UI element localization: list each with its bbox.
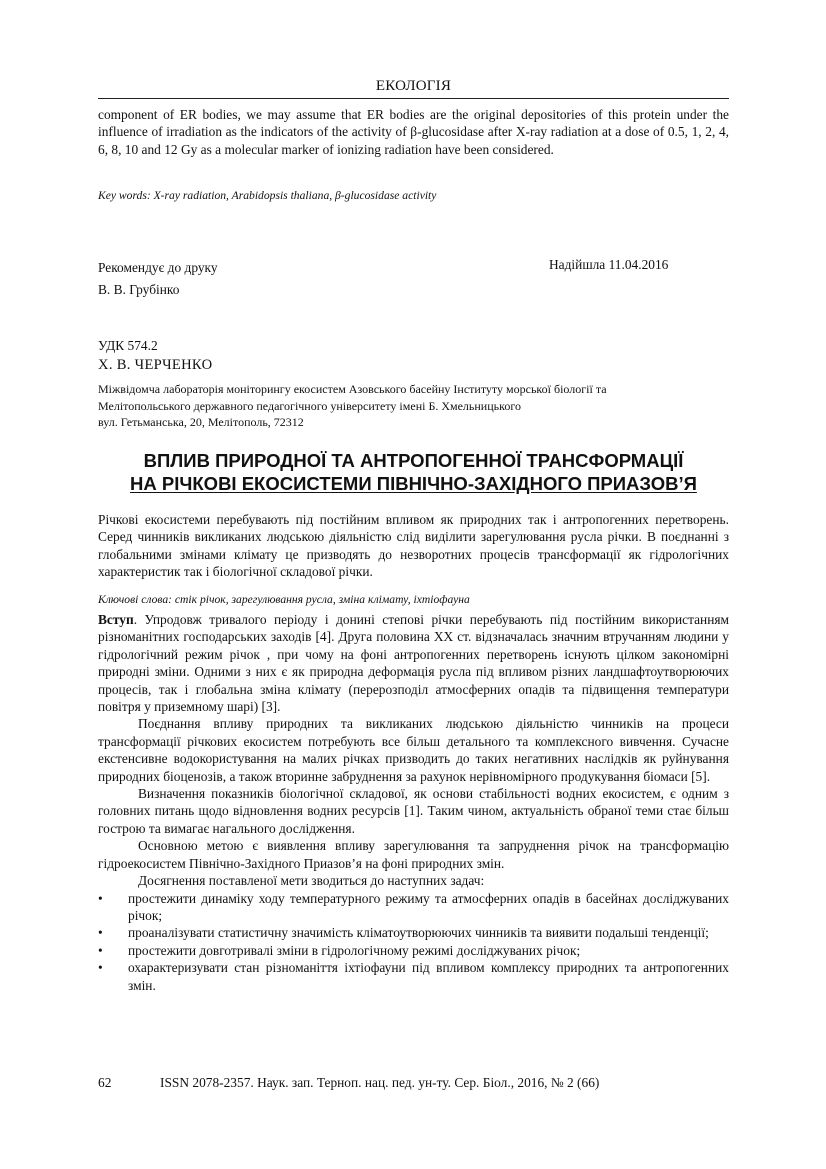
running-head: ЕКОЛОГІЯ [375,78,452,94]
author-affiliation [98,381,729,431]
affiliation-line: вул. Гетьманська, 20, Мелітополь, 72312 [98,415,304,429]
previous-abstract-tail: component of ER bodies, we may assume that ER bodies are the original depositories of this protein under the influence of irradiation as the indicators of the activity of β-glucosidase after X-ray radiation at a dose of 0.5, 1, 2, 4, 6, 8, 10 and 12 Gy as a molecular marker of ionizing radiation have been considered. [98,107,729,157]
intro-paragraph [98,611,729,715]
intro-label: Вступ [98,612,134,627]
bullet-icon: • [98,925,103,941]
recommendation-block [98,257,218,301]
recommended-by: В. В. Грубінко [98,282,180,297]
task-item: • простежити довготривалі зміни в гідрологічному режимі досліджуваних річок; [98,942,581,958]
bullet-icon: • [98,890,103,906]
article-keywords: Ключові слова: стік річок, зарегулювання русла, зміна клімату, іхтіофауна [98,593,470,606]
task-item: • проаналізувати статистичну значимість кліматоутворюючих чинників та виявити подальші тенденції; [98,925,709,941]
task-item: • охарактеризувати стан різноманіття іхтіофауни під впливом комплексу природних та антропогенних змін. [98,960,729,993]
title-line-1: ВПЛИВ ПРИРОДНОЇ ТА АНТРОПОГЕННОЇ ТРАНСФОРМАЦІЇ [143,450,684,471]
journal-citation: ISSN 2078-2357. Наук. зап. Терноп. нац. пед. ун-ту. Сер. Біол., 2016, № 2 (66) [160,1075,600,1090]
task-item: • простежити динаміку ходу температурного режиму та атмосферних опадів в басейнах досліджуваних річок; [98,890,729,923]
page-number: 62 [98,1075,112,1090]
title-line-2: НА РІЧКОВІ ЕКОСИСТЕМИ ПІВНІЧНО-ЗАХІДНОГО ПРИАЗОВ’Я [130,473,697,494]
body-paragraph-2: Поєднання впливу природних та викликаних людською діяльністю чинників на процеси трансформації річкових екосистем потребують все більш детального та комплексного вивчення. Сучасне екстенсивне водокористування на малих річках призводить до таких негативних наслідків як руйнування природних біоценозів, а також вторинне забруднення за рахунок нерівномірного продукування біомаси [5]. [98,716,729,784]
author-name: Х. В. ЧЕРЧЕНКО [98,357,213,373]
intro-text: . Упродовж тривалого періоду і донині степові річки перебувають під постійним використанням різноманітних господарських заходів [4]. Друга половина ХХ ст. відзначалась значним втручанням людини у гідрологічний режим річок , при чому на фоні антропогенних перетворень існують цілком закономірні природні зміни. Одними з них є як природна деформація русла під впливом різних ландшафтоутворюючих процесів, так і глобальна зміна клімату (перерозподіл атмосферних опадів та підвищення температури повітря у приземному шарі) [3]. [98,612,729,715]
article-body [98,611,729,994]
affiliation-line: Мелітопольського державного педагогічного університету імені Б. Хмельницького [98,398,521,413]
affiliation-line: Міжвідомча лабораторія моніторингу екосистем Азовського басейну Інституту морської біології та [98,382,607,396]
article-abstract: Річкові екосистеми перебувають під постійним впливом як природних так і антропогенних перетворень. Серед чинників викликаних людською діяльністю слід виділити зарегулювання русла річки. В поєднанні з глобальними змінами клімату це призводять до незворотних процесів трансформації як гідрологічних характеристик так і біологічної складової річки. [98,512,729,580]
received-date: Надійшла 11.04.2016 [549,257,669,272]
article-title [98,449,729,495]
recommended-label: Рекомендує до друку [98,260,218,275]
bullet-icon: • [98,960,103,976]
body-paragraph-4: Основною метою є виявлення впливу зарегулювання та запруднення річок на трансформацію гідроекосистем Північно-Західного Приазов’я на фоні природних змін. [98,838,729,871]
bullet-icon: • [98,942,103,958]
task-list [98,890,729,994]
header-rule [98,98,729,99]
udc-code: УДК 574.2 [98,338,158,353]
body-paragraph-5: Досягнення поставленої мети зводиться до наступних задач: [138,873,485,889]
body-paragraph-3: Визначення показників біологічної складової, як основи стабільності водних екосистем, є одним з головних питань щодо відновлення водних ресурсів [1]. Таким чином, актуальність обраної теми стає більш гострою та вимагає нагального дослідження. [98,786,729,836]
previous-keywords: Key words: X-ray radiation, Arabidopsis thaliana, β-glucosidase activity [98,189,437,202]
